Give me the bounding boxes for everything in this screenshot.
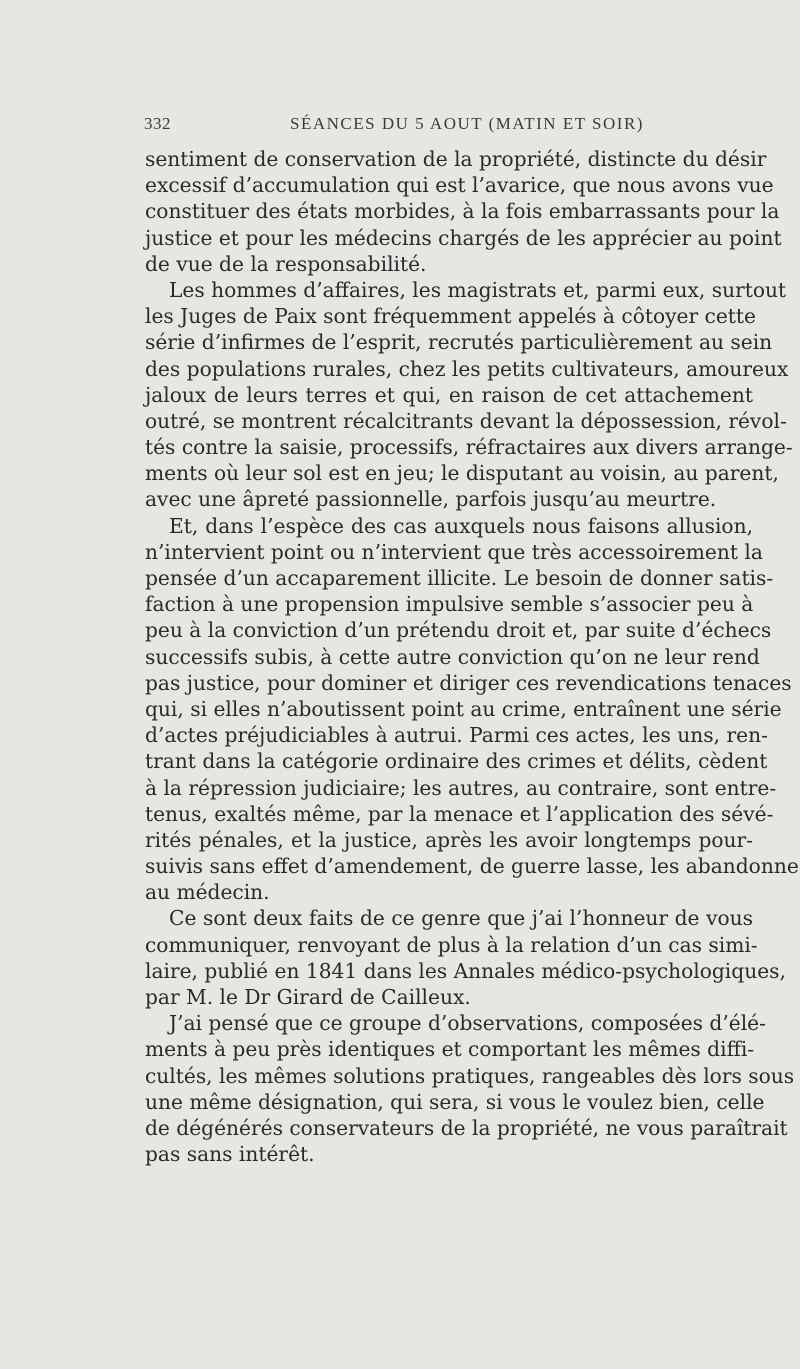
text-line: des populations rurales, chez les petits cultivateurs, amoureux — [145, 356, 789, 381]
text-line: rités pénales, et la justice, après les avoir longtemps pour- — [145, 827, 753, 852]
text-line: ments à peu près identiques et comportant les mêmes diffi- — [145, 1037, 755, 1062]
text-line: excessif d’accumulation qui est l’avarice, que nous avons vue — [145, 173, 774, 198]
text-line: tenus, exaltés même, par la menace et l’application des sévé- — [145, 801, 774, 826]
text-line: qui, si elles n’aboutissent point au crime, entraînent une série — [145, 696, 782, 721]
text-line: pas justice, pour dominer et diriger ces revendications tenaces — [145, 670, 792, 695]
text-line: faction à une propension impulsive semble s’associer peu à — [145, 592, 754, 617]
text-line: n’intervient point ou n’intervient que très accessoirement la — [145, 539, 763, 564]
text-line: jaloux de leurs terres et qui, en raison de cet attachement — [145, 382, 753, 407]
text-line: suivis sans effet d’amendement, de guerre lasse, les abandonne — [145, 854, 799, 879]
page-number: 332 — [144, 114, 171, 133]
text-line: communiquer, renvoyant de plus à la relation d’un cas simi- — [145, 932, 758, 957]
text-line: avec une âpreté passionnelle, parfois jusqu’au meurtre. — [145, 487, 717, 512]
text-line: successifs subis, à cette autre conviction qu’on ne leur rend — [145, 644, 760, 669]
text-line: par M. le Dr Girard de Cailleux. — [145, 985, 471, 1009]
running-title: SÉANCES DU 5 AOUT (MATIN ET SOIR) — [290, 114, 644, 133]
page-header — [145, 114, 753, 140]
text-line: une même désignation, qui sera, si vous le voulez bien, celle — [145, 1089, 765, 1114]
text-line: laire, publié en 1841 dans les Annales médico-psychologiques, — [145, 958, 786, 983]
text-line: outré, se montrent récalcitrants devant la dépossession, révol- — [145, 408, 787, 433]
text-line: de vue de la responsabilité. — [145, 251, 427, 276]
text-line: J’ai pensé que ce groupe d’observations, composées d’élé- — [169, 1011, 766, 1036]
text-line: Ce sont deux faits de ce genre que j’ai l’honneur de vous — [169, 906, 753, 931]
text-line: série d’infirmes de l’esprit, recrutés particulièrement au sein — [145, 330, 773, 355]
paragraph — [145, 277, 793, 513]
text-line: trant dans la catégorie ordinaire des crimes et délits, cèdent — [145, 749, 768, 774]
text-line: au médecin. — [145, 880, 270, 905]
text-line: à la répression judiciaire; les autres, au contraire, sont entre- — [145, 775, 777, 800]
text-line: Les hommes d’affaires, les magistrats et, parmi eux, surtout — [169, 277, 787, 302]
text-line: justice et pour les médecins chargés de les apprécier au point — [145, 225, 782, 250]
text-line: les Juges de Paix sont fréquemment appelés à côtoyer cette — [145, 304, 756, 329]
text-line: sentiment de conservation de la propriété, distincte du désir — [145, 147, 767, 171]
page-body — [145, 146, 799, 1167]
text-line: constituer des états morbides, à la fois embarrassants pour la — [145, 199, 780, 224]
text-line: pas sans intérêt. — [145, 1142, 315, 1167]
text-line: de dégénérés conservateurs de la propriété, ne vous paraîtrait — [145, 1115, 788, 1140]
text-line: ments où leur sol est en jeu; le disputant au voisin, au parent, — [145, 461, 779, 486]
paragraph — [145, 513, 799, 906]
text-line: cultés, les mêmes solutions pratiques, rangeables dès lors sous — [145, 1063, 795, 1088]
paragraph — [145, 146, 782, 277]
text-line: tés contre la saisie, processifs, réfractaires aux divers arrange- — [145, 435, 793, 460]
text-line: pensée d’un accaparement illicite. Le besoin de donner satis- — [145, 566, 774, 590]
text-line: d’actes préjudiciables à autrui. Parmi ces actes, les uns, ren- — [145, 723, 768, 748]
paragraph — [145, 905, 786, 1010]
paragraph — [145, 1010, 795, 1167]
text-line: peu à la conviction d’un prétendu droit et, par suite d’échecs — [145, 618, 772, 643]
text-line: Et, dans l’espèce des cas auxquels nous faisons allusion, — [169, 513, 753, 538]
